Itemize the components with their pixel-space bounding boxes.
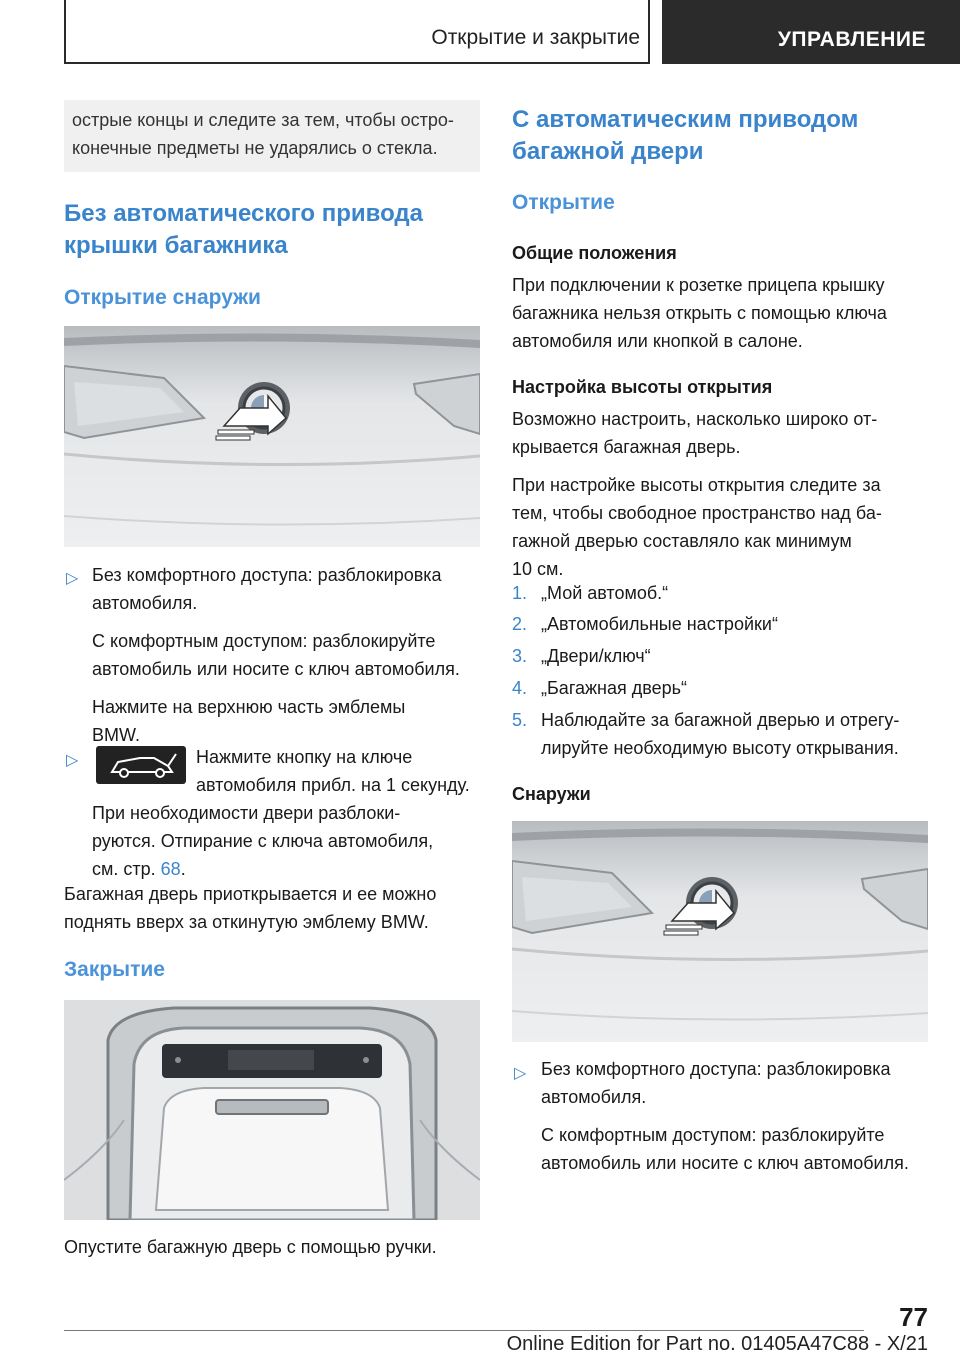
step-number: 1. (512, 583, 528, 603)
edition-note: Online Edition for Part no. 01405A47C88 - X/21 (506, 1333, 928, 1355)
paragraph: Опустите багажную дверь с помощью ручки. (64, 1237, 437, 1257)
text-line: автомобиль или носите с ключ автомобиля. (92, 659, 460, 679)
paragraph (512, 405, 928, 583)
text-line: При подключении к розетке прицепа крышку (512, 275, 885, 295)
paragraph (512, 271, 928, 355)
bullet-text (541, 1055, 928, 1177)
text-line: багажника нельзя открыть с помощью ключа (512, 303, 887, 323)
text-line: автомобиля прибл. на 1 секунду. (196, 775, 470, 795)
chapter-title: УПРАВЛЕНИЕ (777, 28, 926, 51)
menu-step: „Автомобильные настройки“ (541, 614, 778, 634)
bullet-text (196, 743, 480, 799)
paragraph (64, 880, 480, 936)
text-line: Нажмите кнопку на ключе (196, 747, 413, 767)
text-line: тем, чтобы свободное пространство над ба‐ (512, 503, 882, 523)
note-line: острые концы и следите за тем, чтобы остро‐ (72, 110, 454, 130)
page-link[interactable]: 68 (160, 859, 181, 879)
text-line: Без комфортного доступа: разблокировка (541, 1059, 891, 1079)
text-line: При необходимости двери разблоки‐ (92, 803, 401, 823)
text-line: С комфортным доступом: разблокируйте (92, 631, 436, 651)
text-line: автомобиль или носите с ключ автомобиля. (541, 1153, 909, 1173)
menu-step: „Мой автомоб.“ (541, 583, 669, 603)
menu-step: „Двери/ключ“ (541, 646, 651, 666)
text-line: руются. Отпирание с ключа автомобиля, (92, 831, 434, 851)
bullet-triangle-icon: ▷ (66, 752, 79, 769)
text-line: крывается багажная дверь. (512, 437, 741, 457)
text-line: гажной дверью составляло как минимум (512, 531, 852, 551)
text-line: BMW. (92, 725, 140, 745)
heading-outside: Снаружи (512, 784, 591, 804)
text-line: Наблюдайте за багажной дверью и отрегу‐ (541, 710, 900, 730)
bullet-triangle-icon: ▷ (66, 570, 79, 587)
heading-opening-height: Настройка высоты открытия (512, 377, 773, 397)
text-line: Без комфортного доступа: разблокировка (92, 565, 442, 585)
menu-step (541, 706, 928, 762)
heading-line: крышки багажника (64, 232, 288, 259)
text-line: С комфортным доступом: разблокируйте (541, 1125, 885, 1145)
text-line: 10 см. (512, 559, 564, 579)
text-line: автомобиля. (92, 593, 198, 613)
tailgate-interior-photo (64, 1000, 480, 1220)
heading-open-outside: Открытие снаружи (64, 286, 261, 309)
heading-close: Закрытие (64, 958, 165, 981)
bullet-text (92, 799, 480, 883)
text-line: лируйте необходимую высоту открывания. (541, 738, 899, 758)
tailgate-emblem-photo (512, 821, 928, 1042)
heading-line: Без автоматического привода (64, 200, 424, 227)
continued-note (64, 100, 480, 172)
heading-open: Открытие (512, 191, 615, 214)
heading-line: багажной двери (512, 138, 704, 165)
text-line (92, 855, 480, 883)
bullet-text (92, 561, 480, 749)
menu-step: „Багажная дверь“ (541, 678, 687, 698)
tailgate-emblem-photo (64, 326, 480, 547)
heading-line: С автоматическим приводом (512, 106, 859, 133)
text-line: При настройке высоты открытия следите за (512, 475, 881, 495)
text-line: Нажмите на верхнюю часть эмблемы (92, 697, 406, 717)
heading-no-auto-tailgate (64, 198, 480, 262)
bullet-triangle-icon: ▷ (514, 1065, 527, 1082)
note-line: конечные предметы не ударялись о стекла. (72, 138, 438, 158)
text-line: поднять вверх за откинутую эмблему BMW. (64, 912, 429, 932)
text-fragment: см. стр. (92, 859, 156, 879)
text-line: автомобиля. (541, 1087, 647, 1107)
step-number: 4. (512, 678, 528, 698)
trunk-key-icon (96, 746, 186, 784)
text-fragment: . (180, 859, 186, 879)
heading-general: Общие положения (512, 243, 677, 263)
text-line: Возможно настроить, насколько широко от‐ (512, 409, 878, 429)
step-number: 2. (512, 614, 528, 634)
page-number: 77 (899, 1302, 928, 1332)
step-number: 3. (512, 646, 528, 666)
chapter-tab (662, 0, 960, 64)
section-title: Открытие и закрытие (431, 26, 640, 49)
step-number: 5. (512, 710, 528, 730)
footer-divider (64, 1330, 864, 1331)
text-line: Багажная дверь приоткрывается и ее можно (64, 884, 437, 904)
text-line: автомобиля или кнопкой в салоне. (512, 331, 803, 351)
heading-auto-tailgate (512, 104, 928, 168)
header-frame (64, 0, 650, 64)
